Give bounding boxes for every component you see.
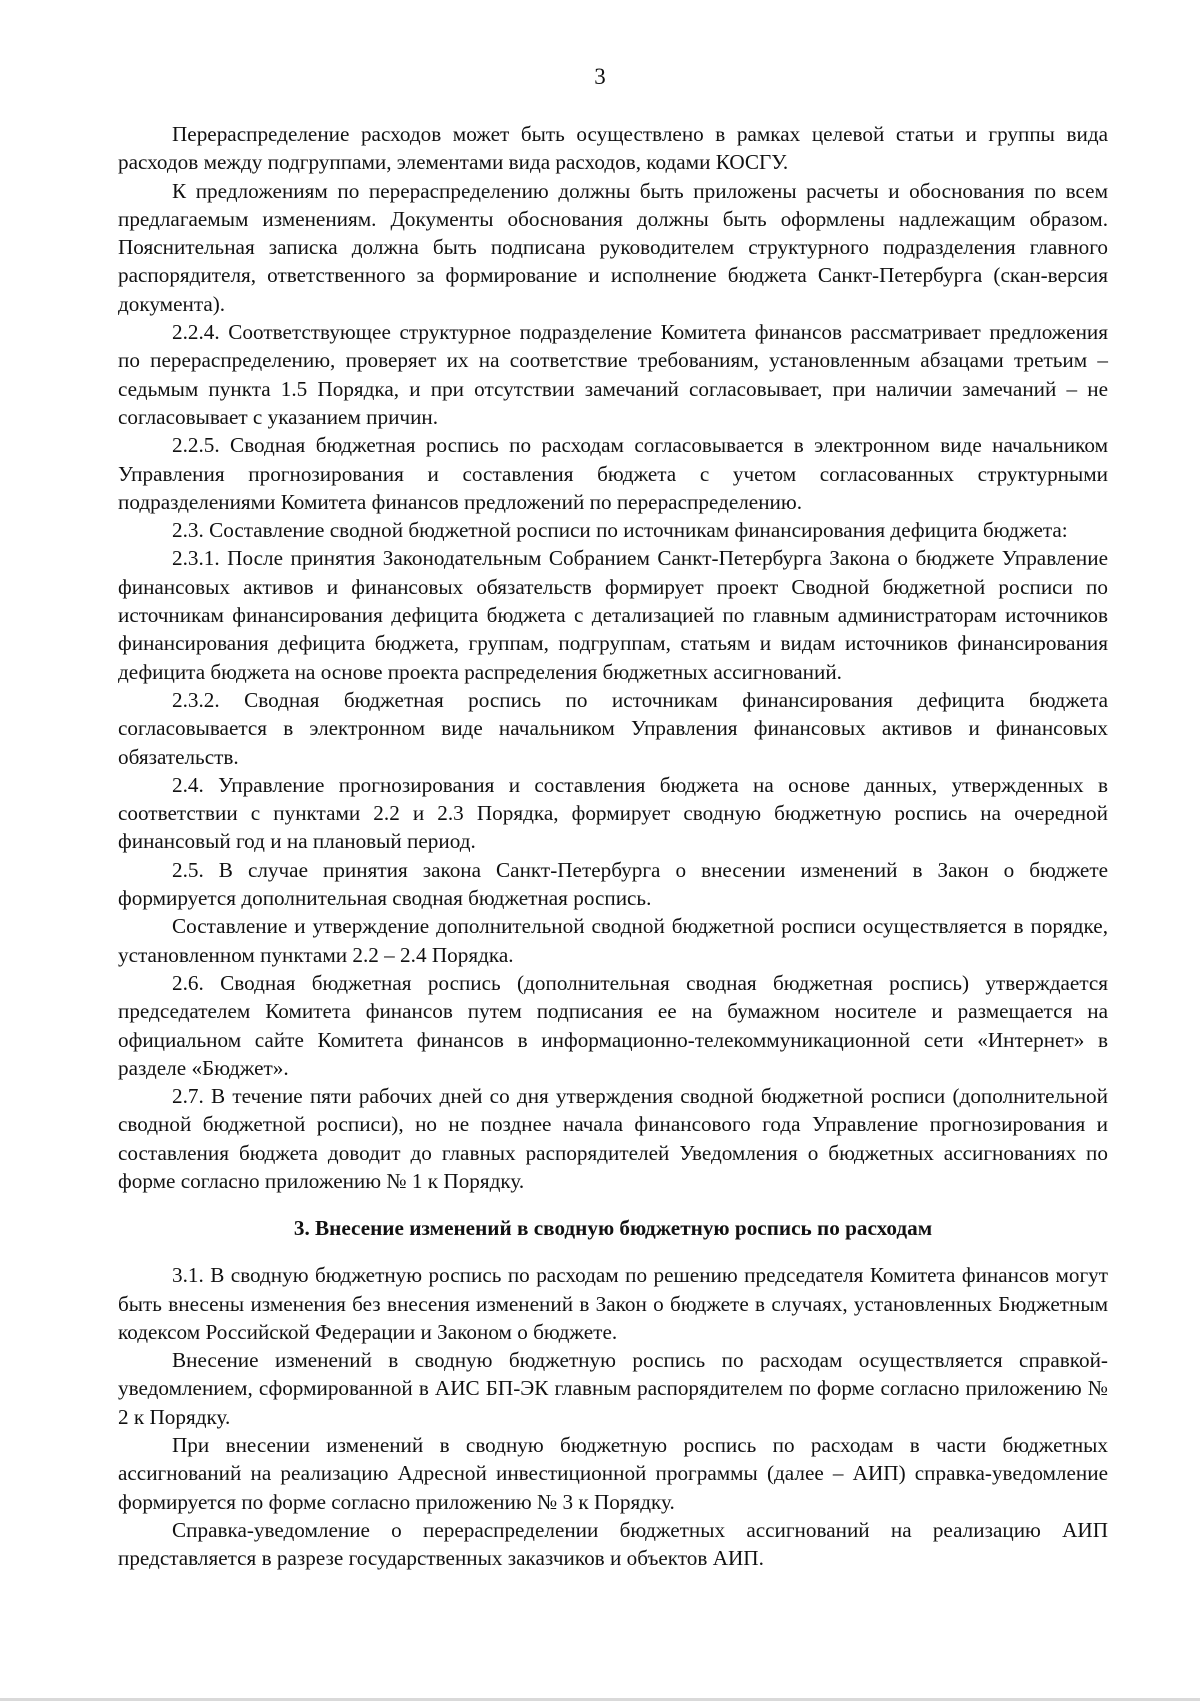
paragraph: 3.1. В сводную бюджетную роспись по расходам по решению председателя Комитета финансов могут быть внесены изменения без внесения изменений в Закон о бюджете в случаях, установленных Бюджетным кодексом Российской Федерации и Законом о бюджете. — [118, 1263, 1108, 1344]
paragraph: Составление и утверждение дополнительной сводной бюджетной росписи осуществляется в порядке, установленном пунктами 2.2 – 2.4 Порядка. — [118, 914, 1108, 967]
page-number: 3 — [594, 64, 606, 89]
paragraph: 2.7. В течение пяти рабочих дней со дня утверждения сводной бюджетной росписи (дополнительной сводной бюджетной росписи), но не позднее начала финансового года Управление прогнозирования и составления бюджета доводит до главных распорядителей Уведомления о бюджетных ассигнованиях по форме согласно приложению № 1 к Порядку. — [118, 1084, 1108, 1193]
paragraph: Справка-уведомление о перераспределении бюджетных ассигнований на реализацию АИП представляется в разрезе государственных заказчиков и объектов АИП. — [118, 1517, 1108, 1571]
paragraph: 2.3. Составление сводной бюджетной росписи по источникам финансирования дефицита бюджета: — [172, 518, 1068, 543]
document-body — [118, 120, 1108, 1573]
paragraph: 2.2.4. Соответствующее структурное подразделение Комитета финансов рассматривает предложения по перераспределению, проверяет их на соответствие требованиям, установленным абзацами третьим – седьмым пункта 1.5 Порядка, и при отсутствии замечаний согласовывает, при наличии замечаний – не согласовывает с указанием причин. — [118, 320, 1108, 429]
paragraph: 2.5. В случае принятия закона Санкт-Петербурга о внесении изменений в Закон о бюджете формируется дополнительная сводная бюджетная роспись. — [118, 857, 1108, 911]
paragraph: 2.3.2. Сводная бюджетная роспись по источникам финансирования дефицита бюджета согласовывается в электронном виде начальником Управления финансовых активов и финансовых обязательств. — [118, 687, 1108, 769]
paragraph: Перераспределение расходов может быть осуществлено в рамках целевой статьи и группы вида расходов между подгруппами, элементами вида расходов, кодами КОСГУ. — [118, 122, 1108, 175]
paragraph: Внесение изменений в сводную бюджетную роспись по расходам осуществляется справкой-уведомлением, сформированной в АИС БП-ЭК главным распорядителем по форме согласно приложению № 2 к Порядку. — [118, 1348, 1108, 1429]
paragraph: 2.6. Сводная бюджетная роспись (дополнительная сводная бюджетная роспись) утверждается председателем Комитета финансов путем подписания ее на бумажном носителе и размещается на официальном сайте Комитета финансов в информационно-телекоммуникационной сети «Интернет» в разделе «Бюджет». — [118, 970, 1108, 1080]
section-heading: 3. Внесение изменений в сводную бюджетную роспись по расходам — [293, 1216, 933, 1241]
paragraph: 2.2.5. Сводная бюджетная роспись по расходам согласовывается в электронном виде начальником Управления прогнозирования и составления бюджета с учетом согласованных структурными подразделениями Комитета финансов предложений по перераспределению. — [118, 433, 1108, 514]
paragraph: К предложениям по перераспределению должны быть приложены расчеты и обоснования по всем предлагаемым изменениям. Документы обоснования должны быть оформлены надлежащим образом. Пояснительная записка должна быть подписана руководителем структурного подразделения главного распорядителя, ответственного за формирование и исполнение бюджета Санкт-Петербурга (скан-версия документа). — [118, 178, 1108, 316]
paragraph: 2.3.1. После принятия Законодательным Собранием Санкт-Петербурга Закона о бюджете Управление финансовых активов и финансовых обязательств формирует проект Сводной бюджетной росписи по источникам финансирования дефицита бюджета с детализацией по главным администраторам источников финансирования дефицита бюджета, группам, подгруппам, статьям и видам источников финансирования дефицита бюджета на основе проекта распределения бюджетных ассигнований. — [118, 546, 1108, 684]
paragraph: 2.4. Управление прогнозирования и составления бюджета на основе данных, утвержденных в соответствии с пунктами 2.2 и 2.3 Порядка, формирует сводную бюджетную роспись на очередной финансовый год и на плановый период. — [118, 772, 1108, 854]
paragraph: При внесении изменений в сводную бюджетную роспись по расходам в части бюджетных ассигнований на реализацию Адресной инвестиционной программы (далее – АИП) справка-уведомление формируется по форме согласно приложению № 3 к Порядку. — [118, 1433, 1108, 1514]
